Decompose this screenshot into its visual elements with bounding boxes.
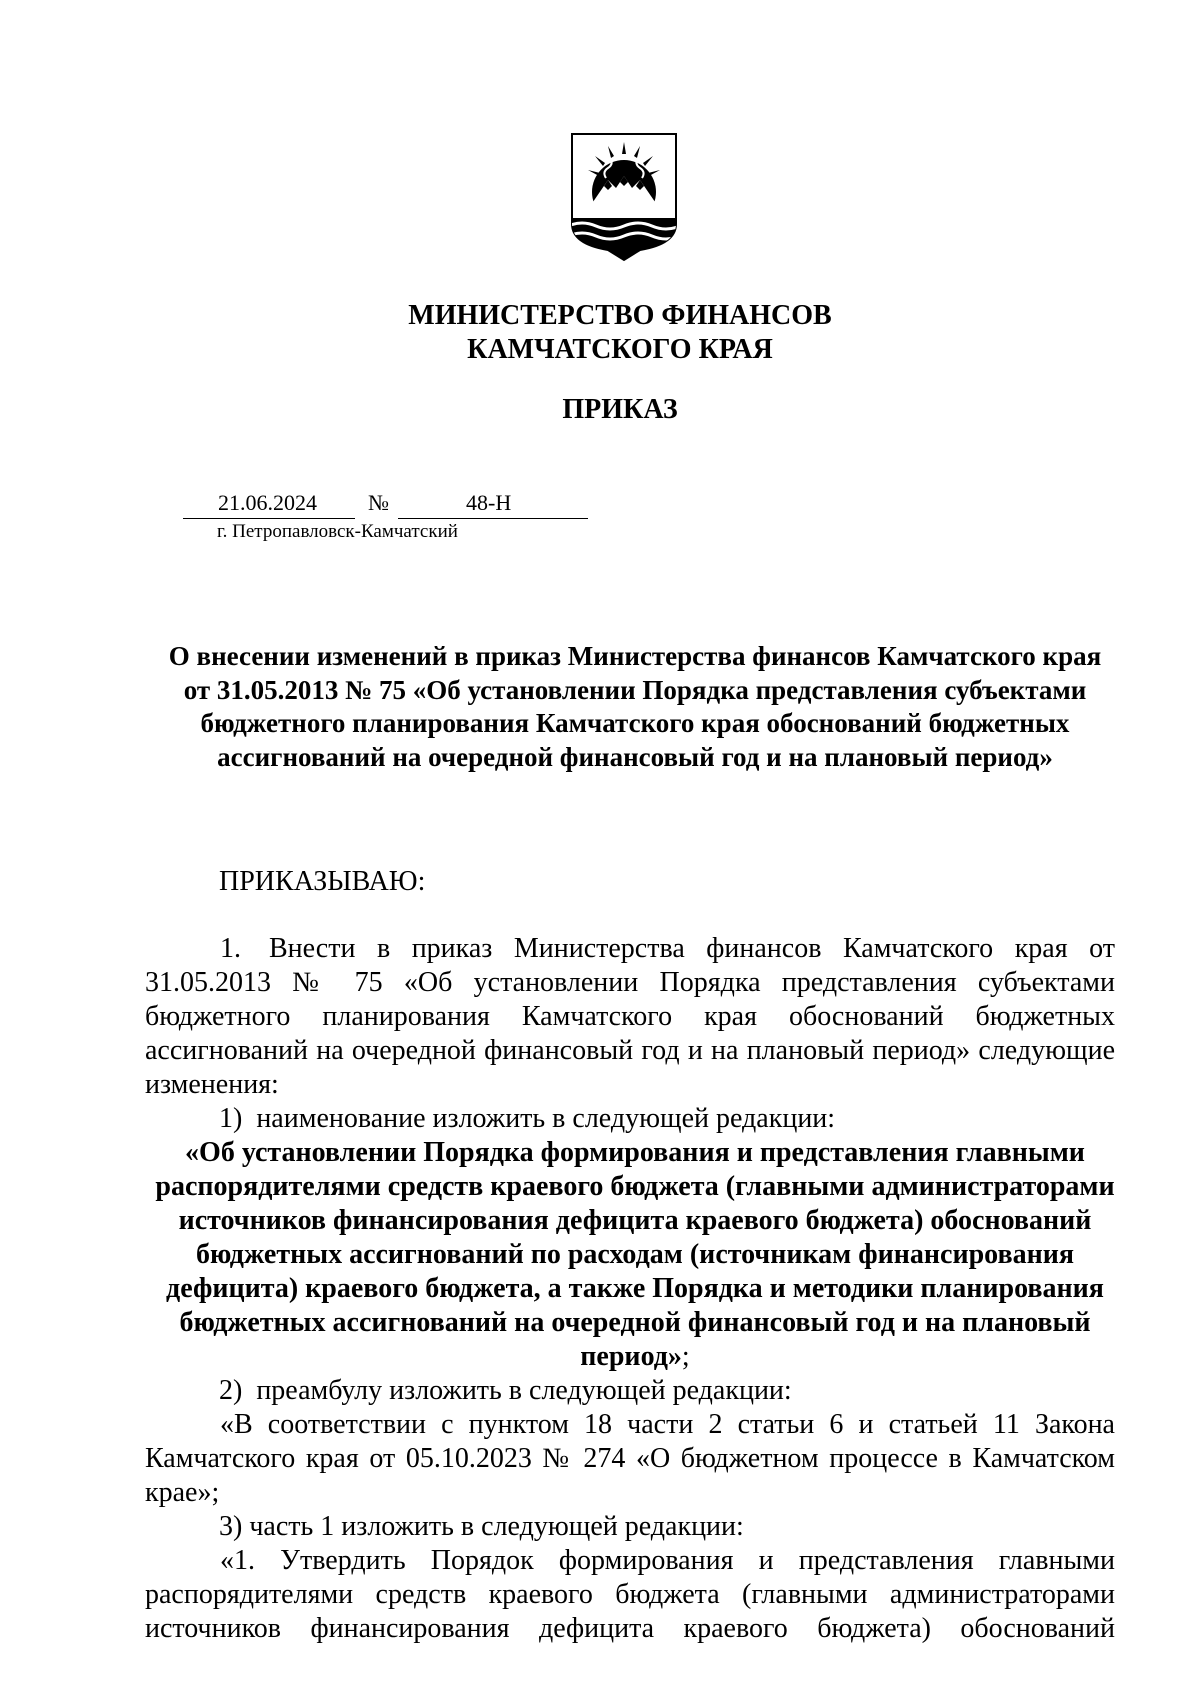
item-2-text: «В соответствии с пунктом 18 части 2 статьи 6 и статьей 11 Закона Камчатского края от 05.10.2023 № 274 «О бюджетном процессе в Камчатском крае»; (145, 1409, 1115, 1508)
item-1-new-title (140, 1136, 1130, 1374)
kamchatka-coat-of-arms-icon (568, 132, 680, 262)
paragraph-1: 1. Внести в приказ Министерства финансов Камчатского края от 31.05.2013 № 75 «Об установлении Порядка представления субъектами бюджетного планирования Камчатского края обоснований бюджетных ассигнований на очередной финансовый год и на плановый период» следующие изменения: (145, 933, 1115, 1100)
item-2-heading: 2) преамбулу изложить в следующей редакции: (219, 1375, 792, 1406)
item-3-heading: 3) часть 1 изложить в следующей редакции: (219, 1511, 744, 1542)
order-word: ПРИКАЗЫВАЮ: (219, 866, 426, 897)
document-type: ПРИКАЗ (562, 394, 678, 425)
order-number: 48-Н (466, 490, 512, 515)
item-1-heading: 1) наименование изложить в следующей редакции: (219, 1103, 836, 1134)
ministry-name-line1: МИНИСТЕРСТВО ФИНАНСОВ (408, 300, 832, 331)
ministry-name-line2: КАМЧАТСКОГО КРАЯ (467, 334, 773, 365)
date-underline (183, 518, 355, 519)
item-3-text: «1. Утвердить Порядок формирования и представления главными распорядителями средств краевого бюджета (главными администраторами источников финансирования дефицита краевого бюджета) обоснований (145, 1545, 1115, 1644)
number-underline (398, 518, 588, 519)
item-1-new-title-text: «Об установлении Порядка формирования и представления главными распорядителями средств краевого бюджета (главными администраторами источников финансирования дефицита краевого бюджета) обоснований бюджетных ассигнований по расходам (источникам финансирования дефицита) краевого бюджета, а также Порядка и методики планирования бюджетных ассигнований на очередной финансовый год и на плановый период» (155, 1137, 1115, 1372)
city-name: г. Петропавловск-Камчатский (217, 521, 458, 542)
document-subject: О внесении изменений в приказ Министерства финансов Камчатского края от 31.05.2013 № 75 «Об установлении Порядка представления субъектами бюджетного планирования Камчатского края обоснований бюджетных ассигнований на очередной финансовый год и на плановый период» (168, 641, 1102, 772)
order-date: 21.06.2024 (218, 490, 317, 515)
item-1-tail: ; (681, 1341, 690, 1372)
number-sign: № (368, 490, 389, 515)
